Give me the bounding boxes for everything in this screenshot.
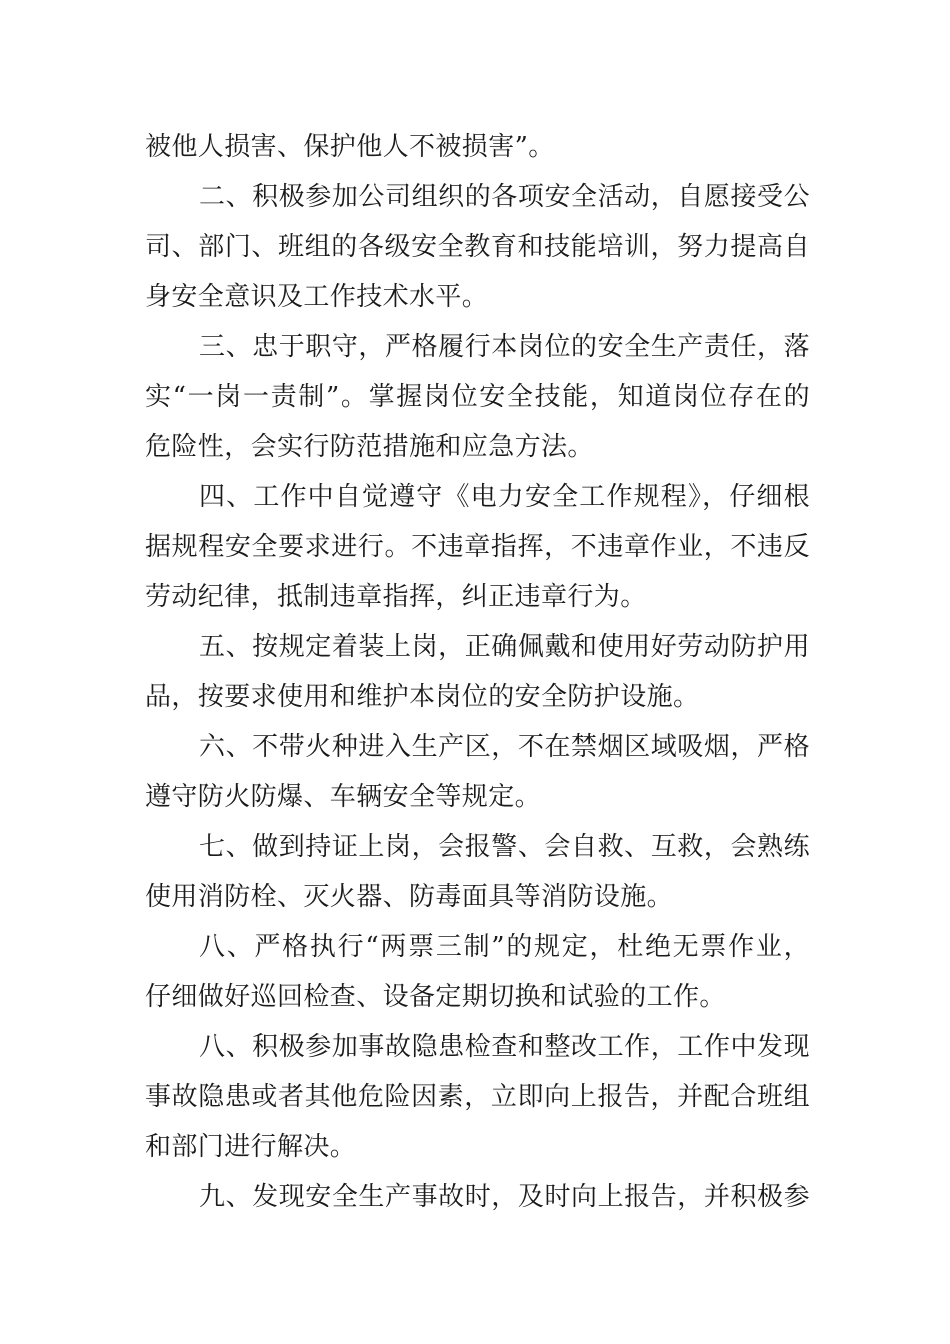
text-line: 遵守防火防爆、车辆安全等规定。 (145, 782, 542, 812)
text-line: 实“一岗一责制”。掌握岗位安全技能，知道岗位存在的 (145, 382, 810, 412)
text-line: 身安全意识及工作技术水平。 (145, 282, 489, 312)
text-line: 据规程安全要求进行。不违章指挥，不违章作业，不违反 (145, 532, 810, 562)
text-line: 品，按要求使用和维护本岗位的安全防护设施。 (145, 682, 700, 712)
text-line: 五、按规定着装上岗，正确佩戴和使用好劳动防护用 (199, 632, 810, 662)
text-line: 被他人损害、保护他人不被损害”。 (145, 132, 555, 162)
text-line: 六、不带火种进入生产区，不在禁烟区域吸烟，严格 (199, 732, 810, 762)
text-line: 二、积极参加公司组织的各项安全活动，自愿接受公 (199, 182, 810, 212)
text-line: 事故隐患或者其他危险因素，立即向上报告，并配合班组 (145, 1082, 810, 1112)
text-line: 八、积极参加事故隐患检查和整改工作，工作中发现 (199, 1032, 810, 1062)
text-line: 和部门进行解决。 (145, 1132, 357, 1162)
text-line: 劳动纪律，抵制违章指挥，纠正违章行为。 (145, 582, 647, 612)
text-line: 九、发现安全生产事故时，及时向上报告，并积极参 (199, 1182, 810, 1212)
text-line: 仔细做好巡回检查、设备定期切换和试验的工作。 (145, 982, 726, 1012)
text-line: 使用消防栓、灭火器、防毒面具等消防设施。 (145, 882, 674, 912)
text-line: 三、忠于职守，严格履行本岗位的安全生产责任，落 (199, 332, 810, 362)
text-line: 八、严格执行“两票三制”的规定，杜绝无票作业， (199, 932, 810, 962)
document-body (145, 122, 810, 1222)
text-line: 四、工作中自觉遵守《电力安全工作规程》，仔细根 (199, 482, 810, 512)
text-line: 危险性，会实行防范措施和应急方法。 (145, 432, 594, 462)
text-line: 司、部门、班组的各级安全教育和技能培训，努力提高自 (145, 232, 810, 262)
text-line: 七、做到持证上岗，会报警、会自救、互救，会熟练 (199, 832, 810, 862)
